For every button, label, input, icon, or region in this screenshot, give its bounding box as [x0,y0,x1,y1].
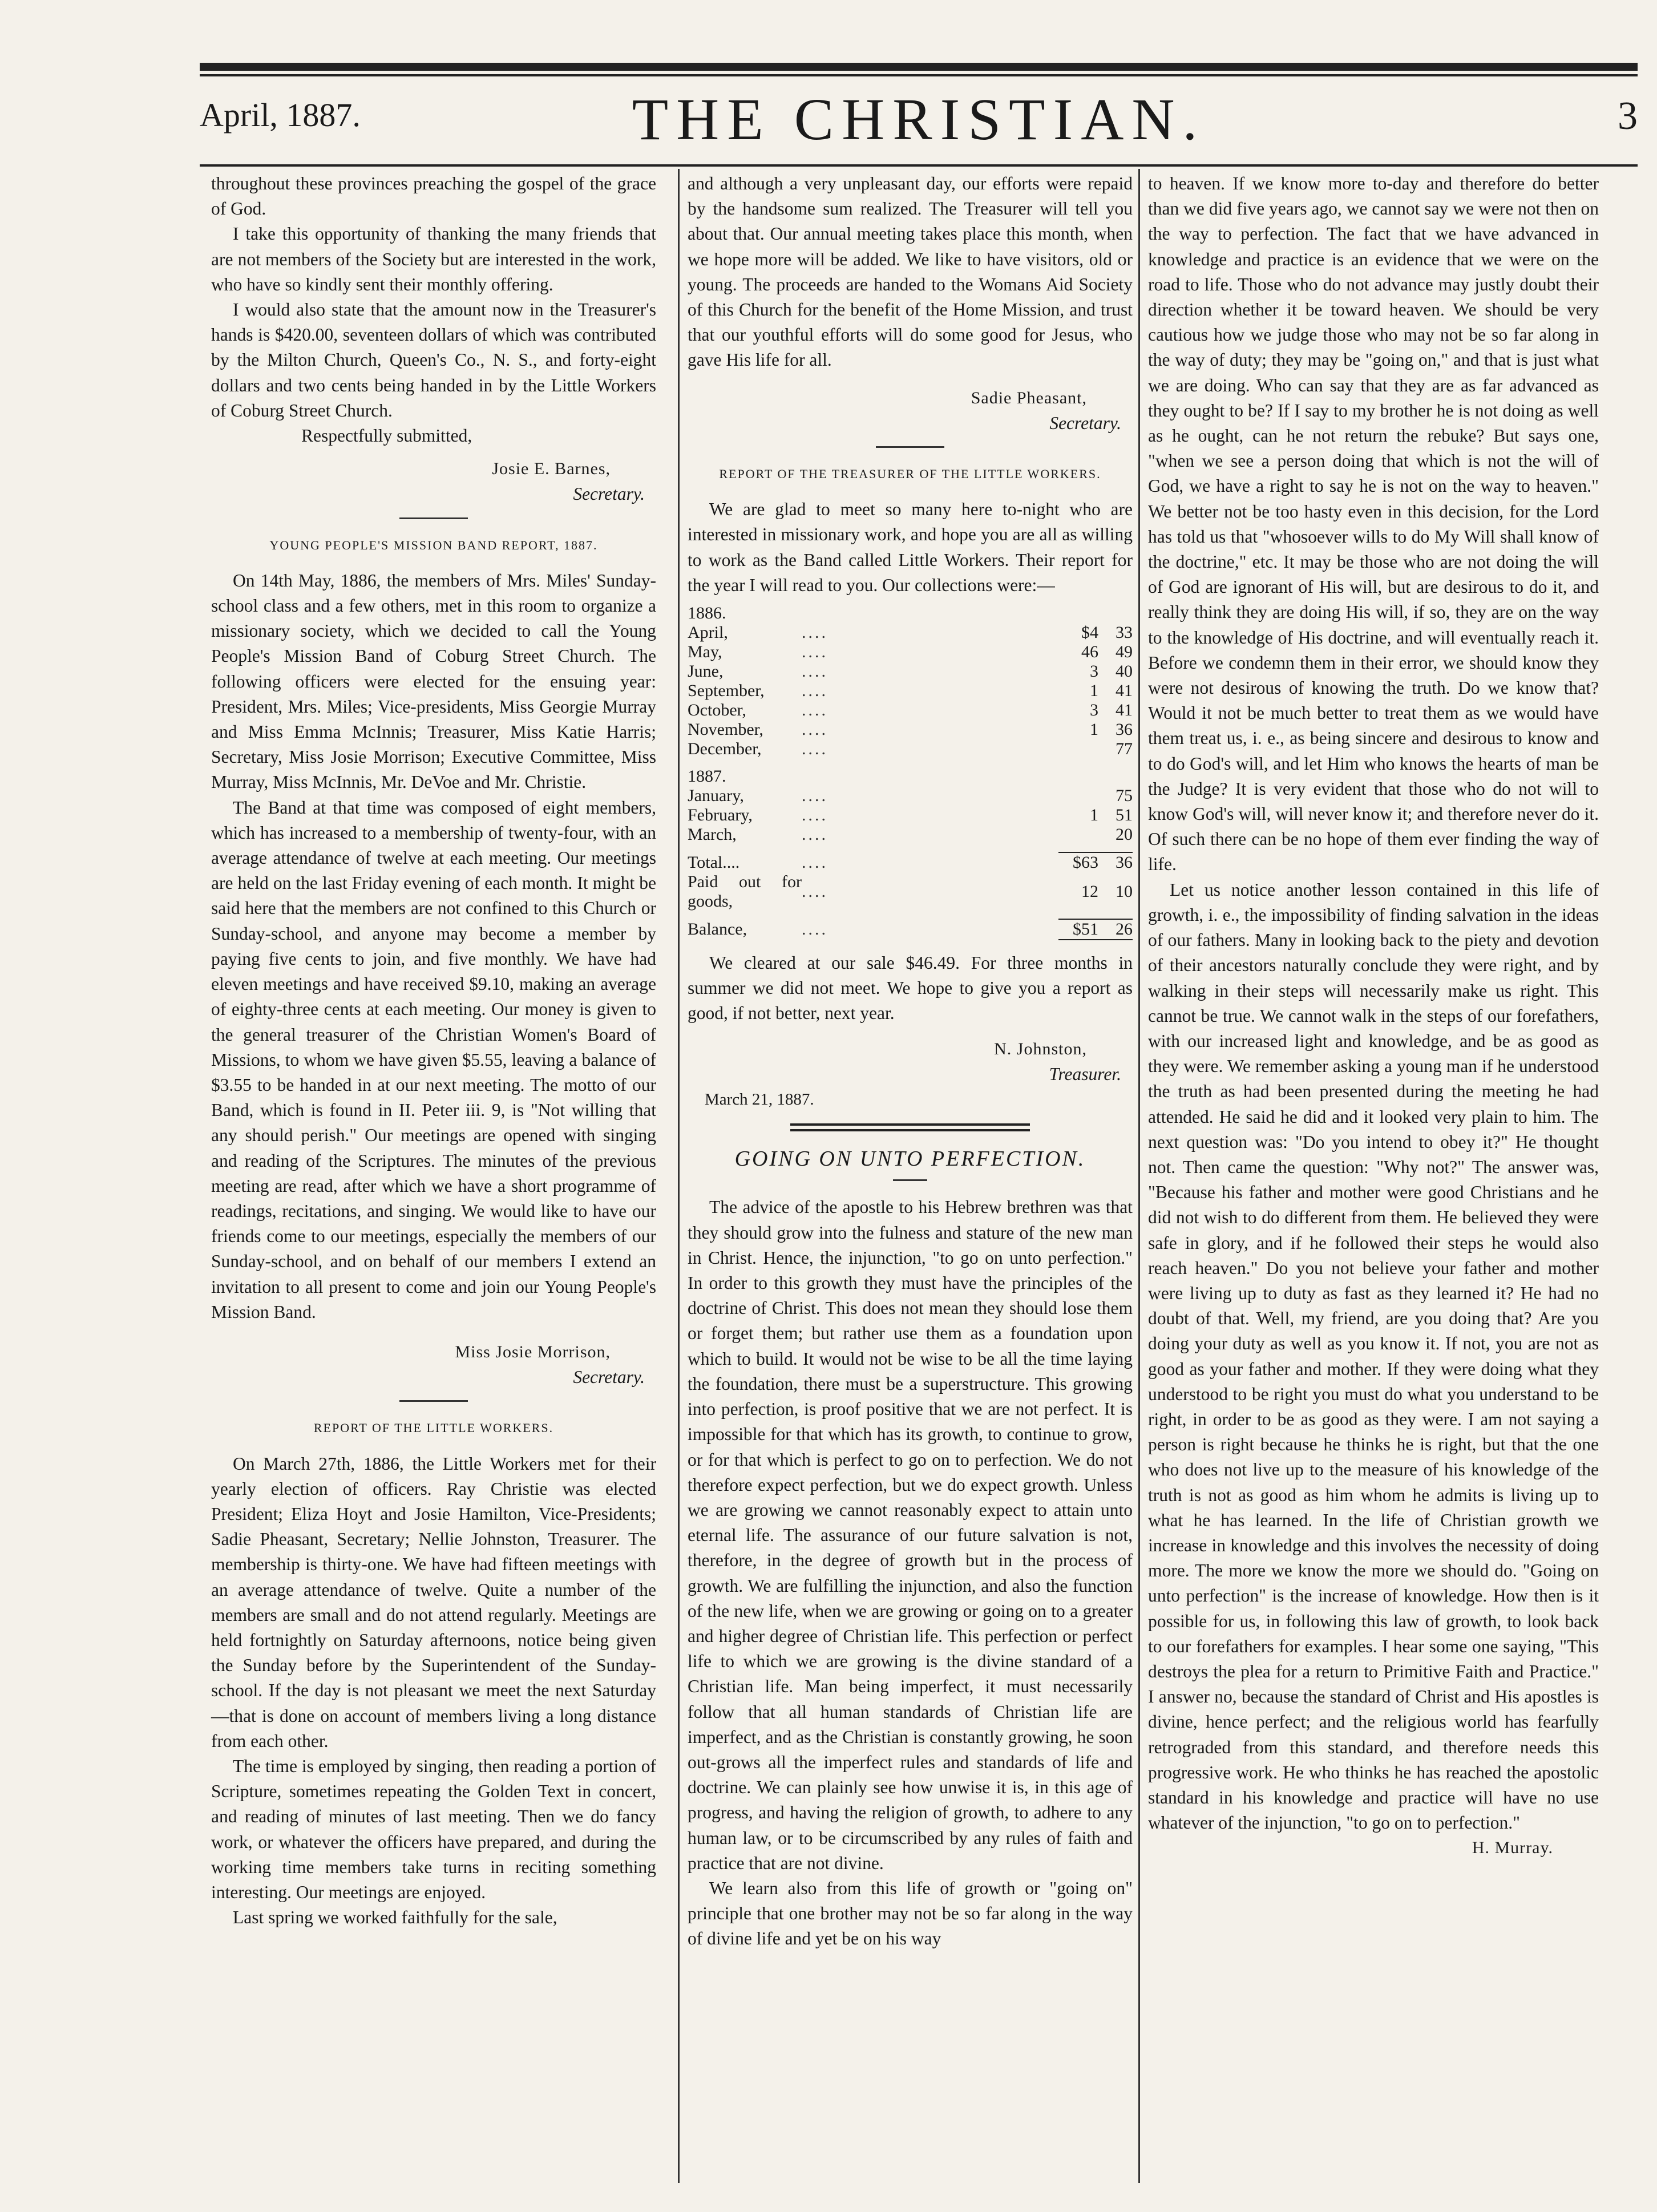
top-thin-rule [200,74,1638,76]
row-label: Paid out for goods, [688,872,802,911]
table-row [688,767,1133,786]
row-label: March, [688,825,737,844]
year-label: 1886. [688,604,726,623]
paragraph: I would also state that the amount now in the Treasurer's hands is $420.00, seventeen dollars of which was contributed by the Milton Church, Queen's Co., N. S., and forty-eight dollars and two cents being handed in by the Little Workers of Coburg Street Church. [211,300,656,420]
dollar-amount: 1 [1090,806,1098,825]
report-date: March 21, 1887. [705,1090,814,1109]
dollar-amount: $4 [1081,623,1098,642]
table-row [688,739,1133,759]
cent-amount: 75 [1116,786,1133,806]
section-heading: YOUNG PEOPLE'S MISSION BAND REPORT, 1887. [269,537,598,552]
row-label: June, [688,662,724,681]
table-row [688,642,1133,662]
dollar-amount [1058,786,1098,806]
section-rule [399,517,468,519]
signature-name: Josie E. Barnes, [492,459,611,479]
table-row [688,604,1133,623]
paragraph: The advice of the apostle to his Hebrew brethren was that they should grow into the fulness and stature of the new man in Christ. Hence, the injunction, "to go on unto perfection." In order to this growth they must have the principles of the doctrine of Christ. This does not mean they should lose them or forget them; but rather use them as a foundation upon which to build. It would not be wise to be all the time laying the foundation, there must be a superstructure. This growing into perfection, is proof positive that we are not perfect. It is impossible for that which has its growth, to continue to grow, or for that which is perfect to go on to perfection. We do not therefore expect perfection, but we do expect growth. Unless we are growing we cannot reasonably expect to attain unto eternal life. The assurance of our future salvation is not, therefore, in the degree of growth but in the process of growth. We are fulfilling the injunction, and also the function of the new life, when we are growing or going on to a greater and higher degree of Christian life. This perfection or perfect life to which we are growing is the divine standard of a Christian life. Man being imperfect, it must necessarily follow that all human standards of Christian life are imperfect, and as the Christian is constantly growing, he soon out-grows all the imperfect rules and standards of life and doctrine. We can plainly see how unwise it is, in this age of progress, and having the religion of growth, to adhere to any human law, or to be circumscribed by any rules of faith and practice that are not divine. [688,1197,1133,1873]
signature-name: Sadie Pheasant, [971,388,1087,407]
dollar-amount: 1 [1090,681,1098,701]
dot-leader: .... [802,681,828,701]
row-label: February, [688,806,753,825]
paragraph: to heaven. If we know more to-day and therefore do better than we did five years ago, we cannot say we were not then on the way to perfection. The fact that we have advanced in knowledge and practice is an evidence that we were on the road to life. Those who do not advance may justly doubt their direction whether it be toward heaven. We should be very cautious how we judge those who may not be so far along in the way of duty; they may be "going on," and that is just what we are doing. Who can say that they are as far advanced as they ought to be? If I say to my brother he is not doing as well as he ought, can he not return the rebuke? But says one, "when we see a person doing that which is not the will of God, we have a right to say he is not on the way to heaven." We better not be too hasty even in this decision, for the Lord has told us that "whosoever wills to do My Will shall know of the doctrine," etc. It may be those who are not doing the will of God are ignorant of His will, but are desirous to do it, and really think they are doing His will, if so, they are on the way to the knowledge of His doctrine, and will eventually reach it. Before we condemn them in their error, we should know they were not desirous of knowing the truth. Do we know that? Would it not be much better to treat them as we would have them treat us, i. e., as being sincere and desirous to know and to do God's will, and let Him who knows the hearts of man be the Judge? It is very evident that those who do not will to know God's will, will never know it; and therefore never do it. Of such there can be no hope of them ever finding the way of life. [1148,173,1599,875]
row-label: October, [688,701,746,720]
dollar-amount: $63 [1058,852,1098,872]
row-label: November, [688,720,763,739]
dot-leader: .... [802,623,828,642]
row-label: April, [688,623,728,642]
paragraph: The time is employed by singing, then reading a portion of Scripture, sometimes repeating the Golden Text in concert, and reading of minutes of last meeting. Then we do fancy work, or whatever the officers have prepared, and during the working time members take turns in reciting something interesting. Our meetings are enjoyed. [211,1756,656,1902]
paragraph: Let us notice another lesson contained in this life of growth, i. e., the impossibility of finding salvation in the ideas of our fathers. Many in looking back to the piety and devotion of their ancestors naturally conclude they were right, and by walking in their steps will necessarily make us right. This cannot be true. We cannot walk in the steps of our forefathers, with our increased light and knowledge, and be as good as they were. We remember asking a young man if he understood the truth as had been presented during the meeting he had attended. He said he did and it looked very plain to him. The next question was: "Do you intend to obey it?" He thought not. Then came the question: "Why not?" The answer was, "Because his father and mother were good Christians and he did not wish to do different from them. He believed they were safe in glory, and if he followed their steps he would also reach heaven." Do you not believe your father and mother were living up to duty as fast as they learned it? He had no doubt of that. Well, my friend, are you doing that? Are you doing your duty as well as you know it. If not, you are not as good as your father and mother. If they were doing what they understood to be right you must do what you understand to be right, in order to be as good as they were. I am not saying a person is right because he thinks he is right, but that the one who does not live up to the measure of his knowledge of the truth is not as good as him whom he admits is living up to what he has learned. In the life of Christian growth we increase in knowledge and this involves the necessity of doing more. The more we know the more we should do. "Going on unto perfection" is the increase of knowledge. How then is it possible for us, in following this law of growth, to look back to our forefathers for examples. I hear some one saying, "This destroys the plea for a return to Primitive Faith and Practice." I answer no, because the standard of Christ and His apostles is divine, hence perfect; and the religious world has fearfully retrograded from this standard, and therefore needs this progressive work. He who thinks he has reached the apostolic standard in his knowledge and practice will have no use whatever of the injunction, "to go on to perfection." [1148,879,1599,1833]
collections-table [688,604,1133,940]
section-rule [399,1400,468,1402]
dot-leader: .... [802,720,828,739]
column-divider [678,169,680,2183]
paragraph: We are glad to meet so many here to-night who are interested in missionary work, and hope you are all as willing to work as the Band called Little Workers. Their report for the year I will read to you. Our collections were:— [688,499,1133,595]
cent-amount: 33 [1116,623,1133,642]
row-label: Balance, [688,920,747,939]
article-title: GOING ON UNTO PERFECTION. [734,1147,1086,1171]
paragraph: On 14th May, 1886, the members of Mrs. Miles' Sunday-school class and a few others, met in this room to organize a missionary society, which we decided to call the Young People's Mission Band of Coburg Street Church. The following officers were elected for the ensuing year: President, Mrs. Miles; Vice-presidents, Miss Georgie Murray and Miss Emma McInnis; Treasurer, Miss Katie Harris; Secretary, Miss Josie Morrison; Executive Committee, Miss Murray, Miss McInnis, Mr. DeVoe and Mr. Christie. [211,570,656,792]
title-rule [893,1179,927,1181]
issue-date: April, 1887. [200,96,361,134]
row-label: May, [688,642,722,662]
cent-amount: 26 [1098,919,1133,940]
row-label: September, [688,681,765,701]
cent-amount: 10 [1116,882,1133,901]
section-heading: REPORT OF THE TREASURER OF THE LITTLE WORKERS. [719,467,1101,482]
dollar-amount: 3 [1090,701,1098,720]
paragraph: I take this opportunity of thanking the many friends that are not members of the Society but are interested in the work, who have so kindly sent their monthly offering. [211,224,656,294]
table-row [688,662,1133,681]
dollar-amount: $51 [1058,919,1098,940]
dollar-amount: 3 [1090,662,1098,681]
dot-leader: .... [802,852,828,872]
signature-name: N. Johnston, [994,1039,1087,1058]
row-label: December, [688,739,762,759]
dollar-amount: 46 [1081,642,1098,662]
cent-amount: 41 [1116,701,1133,720]
dot-leader: .... [802,739,828,759]
table-row [688,720,1133,739]
table-row [688,701,1133,720]
dot-leader: .... [802,786,828,806]
table-row [688,852,1133,872]
signature-role: Secretary. [573,1367,645,1388]
double-rule [790,1123,1030,1131]
section-heading: REPORT OF THE LITTLE WORKERS. [313,1421,554,1435]
cent-amount: 20 [1116,825,1133,844]
dot-leader: .... [802,662,828,681]
masthead [200,86,1638,154]
row-label: Total.... [688,852,740,872]
top-ornamental-rule [200,63,1638,71]
dollar-amount [1058,739,1098,759]
dot-leader: .... [802,882,828,901]
cent-amount: 40 [1116,662,1133,681]
table-row [688,623,1133,642]
table-row [688,806,1133,825]
signature-role: Secretary. [573,484,645,504]
dollar-amount: 12 [1081,882,1098,901]
cent-amount: 36 [1116,720,1133,739]
paragraph: and although a very unpleasant day, our efforts were repaid by the handsome sum realized. The Treasurer will tell you about that. Our annual meeting takes place this month, when we hope more will be added. We like to have visitors, old or young. The proceeds are handed to the Womans Aid Society of this Church for the benefit of the Home Mission, and trust that our youthful efforts will do some good for Jesus, who gave His life for all. [688,173,1133,370]
paragraph: On March 27th, 1886, the Little Workers met for their yearly election of officers. Ray Christie was elected President; Eliza Hoyt and Josie Hamilton, Vice-Presidents; Sadie Pheasant, Secretary; Nellie Johnston, Treasurer. The membership is thirty-one. We have had fifteen meetings with an average attendance of twelve. Quite a number of the members are small and do not attend regularly. Meetings are held fortnightly on Saturday afternoons, notice being given the Sunday before by the Superintendent of the Sunday-school. If the day is not pleasant we meet the next Saturday—that is done on account of members living a long distance from each other. [211,1453,656,1751]
cent-amount: 36 [1098,852,1133,872]
table-row [688,786,1133,806]
column-divider [1138,169,1140,2183]
cent-amount: 41 [1116,681,1133,701]
closing-line: Respectfully submitted, [301,426,472,446]
dollar-amount [1058,825,1098,844]
table-row [688,872,1133,911]
paragraph: Last spring we worked faithfully for the sale, [233,1907,557,1928]
dot-leader: .... [802,642,828,662]
column-2 [688,171,1133,1952]
paragraph: throughout these provinces preaching the gospel of the grace of God. [211,173,656,219]
paragraph: We cleared at our sale $46.49. For three months in summer we did not meet. We hope to give you a report as good, if not better, next year. [688,953,1133,1024]
signature-name: Miss Josie Morrison, [455,1342,611,1361]
table-row [688,681,1133,701]
dot-leader: .... [802,825,828,844]
dollar-amount: 1 [1090,720,1098,739]
dot-leader: .... [802,806,828,825]
dot-leader: .... [802,701,828,720]
paragraph: The Band at that time was composed of eight members, which has increased to a membership of twenty-four, with an average attendance of twelve at each meeting. Our meetings are held on the last Friday evening of each month. It might be said here that the members are not confined to this Church or Sunday-school, and anyone may become a member by paying five cents to join, and five monthly. We have had eleven meetings and have received $9.10, making an average of eighty-three cents at each meeting. Our money is given to the general treasurer of the Christian Women's Board of Missions, to whom we have given $5.55, leaving a balance of $3.55 to be handed in at our next meeting. The motto of our Band, which is found in II. Peter iii. 9, is "Not willing that any should perish." Our meetings are opened with singing and reading of the Scriptures. The minutes of the previous meeting are read, after which we have a short programme of readings, recitations, and singing. We would like to have our friends come to our meetings, especially the members of our Sunday-school, and on behalf of our members I extend an invitation to all present to come and join our Young People's Mission Band. [211,797,656,1322]
column-3 [1148,171,1599,1861]
signature-role: Secretary. [1049,413,1121,433]
table-row [688,825,1133,844]
dot-leader: .... [802,920,828,939]
page-number: 3 [1618,94,1638,138]
masthead-rule [200,164,1638,167]
newspaper-title: THE CHRISTIAN. [632,87,1206,152]
cent-amount: 51 [1116,806,1133,825]
column-1 [211,171,656,1930]
paragraph: We learn also from this life of growth or "going on" principle that one brother may not be so far along in the way of divine life and yet be on his way [688,1878,1133,1949]
signature-role: Treasurer. [1049,1063,1121,1084]
section-rule [876,446,944,448]
signature-name: H. Murray. [1472,1838,1553,1858]
table-row [688,919,1133,940]
year-label: 1887. [688,767,726,786]
cent-amount: 49 [1116,642,1133,662]
cent-amount: 77 [1116,739,1133,759]
row-label: January, [688,786,744,806]
